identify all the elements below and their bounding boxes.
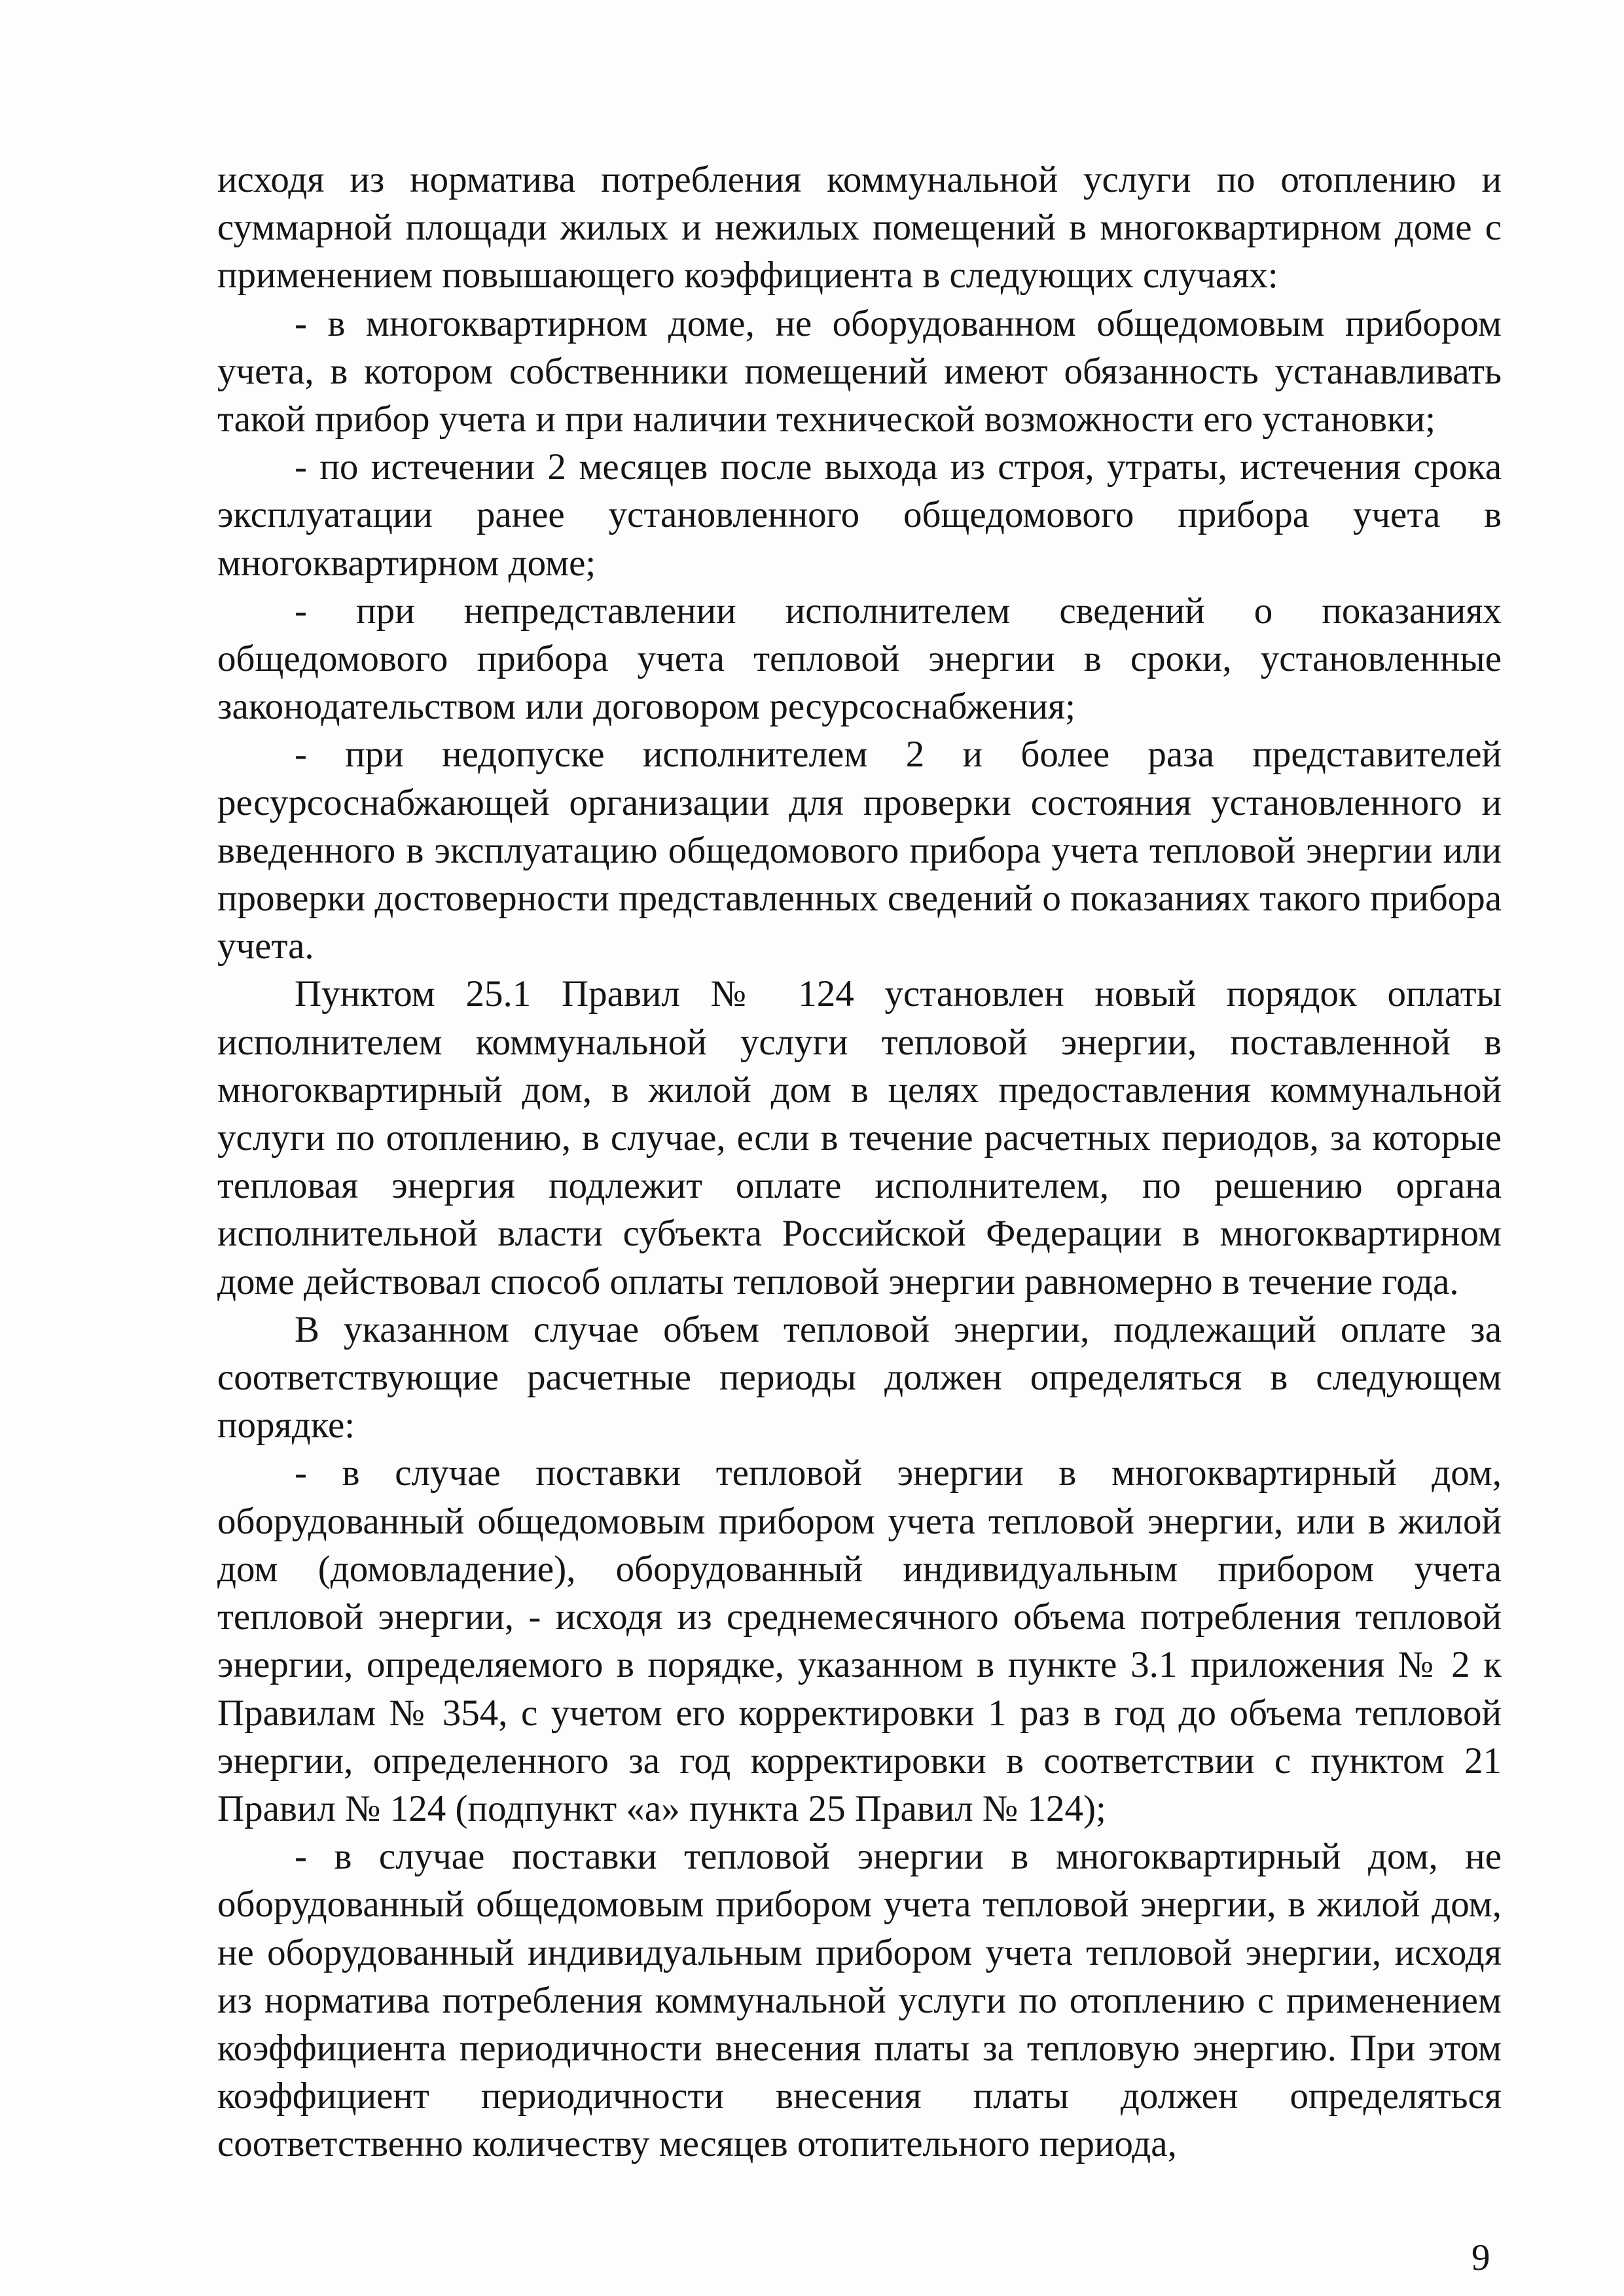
paragraph-list-item-no-meter: - в многоквартирном доме, не оборудованном общедомовым прибором учета, в котором собственники помещений имеют обязанность устанавливать такой прибор учета и при наличии технической возможности его установки;	[217, 302, 1502, 440]
document-body	[217, 156, 1502, 2168]
page-number: 9	[1471, 2237, 1490, 2278]
paragraph-list-item-meter-failure: - по истечении 2 месяцев после выхода из строя, утраты, истечения срока эксплуатации ранее установленного общедомового прибора учета в многоквартирном доме;	[217, 446, 1502, 584]
paragraph-list-item-no-readings: - при непредставлении исполнителем сведений о показаниях общедомового прибора учета тепловой энергии в сроки, установленные законодательством или договором ресурсоснабжения;	[217, 590, 1502, 728]
paragraph-continuation: исходя из норматива потребления коммунальной услуги по отоплению и суммарной площади жилых и нежилых помещений в многоквартирном доме с применением повышающего коэффициента в следующих случаях:	[217, 159, 1502, 296]
paragraph-list-item-without-meter: - в случае поставки тепловой энергии в многоквартирный дом, не оборудованный общедомовым прибором учета тепловой энергии, в жилой дом, не оборудованный индивидуальным прибором учета тепловой энергии, исходя из норматива потребления коммунальной услуги по отоплению с применением коэффициента периодичности внесения платы за тепловую энергию. При этом коэффициент периодичности внесения платы должен определяться соответственно количеству месяцев отопительного периода,	[217, 1836, 1502, 2165]
paragraph-list-item-with-meter: - в случае поставки тепловой энергии в многоквартирный дом, оборудованный общедомовым прибором учета тепловой энергии, или в жилой дом (домовладение), оборудованный индивидуальным прибором учета тепловой энергии, - исходя из среднемесячного объема потребления тепловой энергии, определяемого в порядке, указанном в пункте 3.1 приложения № 2 к Правилам № 354, с учетом его корректировки 1 раз в год до объема тепловой энергии, определенного за год корректировки в соответствии с пунктом 21 Правил № 124 (подпункт «а» пункта 25 Правил № 124);	[217, 1452, 1502, 1829]
paragraph-list-item-no-access: - при недопуске исполнителем 2 и более раза представителей ресурсоснабжающей организации для проверки состояния установленного и введенного в эксплуатацию общедомового прибора учета тепловой энергии или проверки достоверности представленных сведений о показаниях такого прибора учета.	[217, 734, 1502, 967]
paragraph-volume-order: В указанном случае объем тепловой энергии, подлежащий оплате за соответствующие расчетные периоды должен определяться в следующем порядке:	[217, 1308, 1502, 1446]
paragraph-rule-25-1: Пунктом 25.1 Правил № 124 установлен новый порядок оплаты исполнителем коммунальной услуги тепловой энергии, поставленной в многоквартирный дом, в жилой дом в целях предоставления коммунальной услуги по отоплению, в случае, если в течение расчетных периодов, за которые тепловая энергия подлежит оплате исполнителем, по решению органа исполнительной власти субъекта Российской Федерации в многоквартирном доме действовал способ оплаты тепловой энергии равномерно в течение года.	[217, 973, 1502, 1302]
